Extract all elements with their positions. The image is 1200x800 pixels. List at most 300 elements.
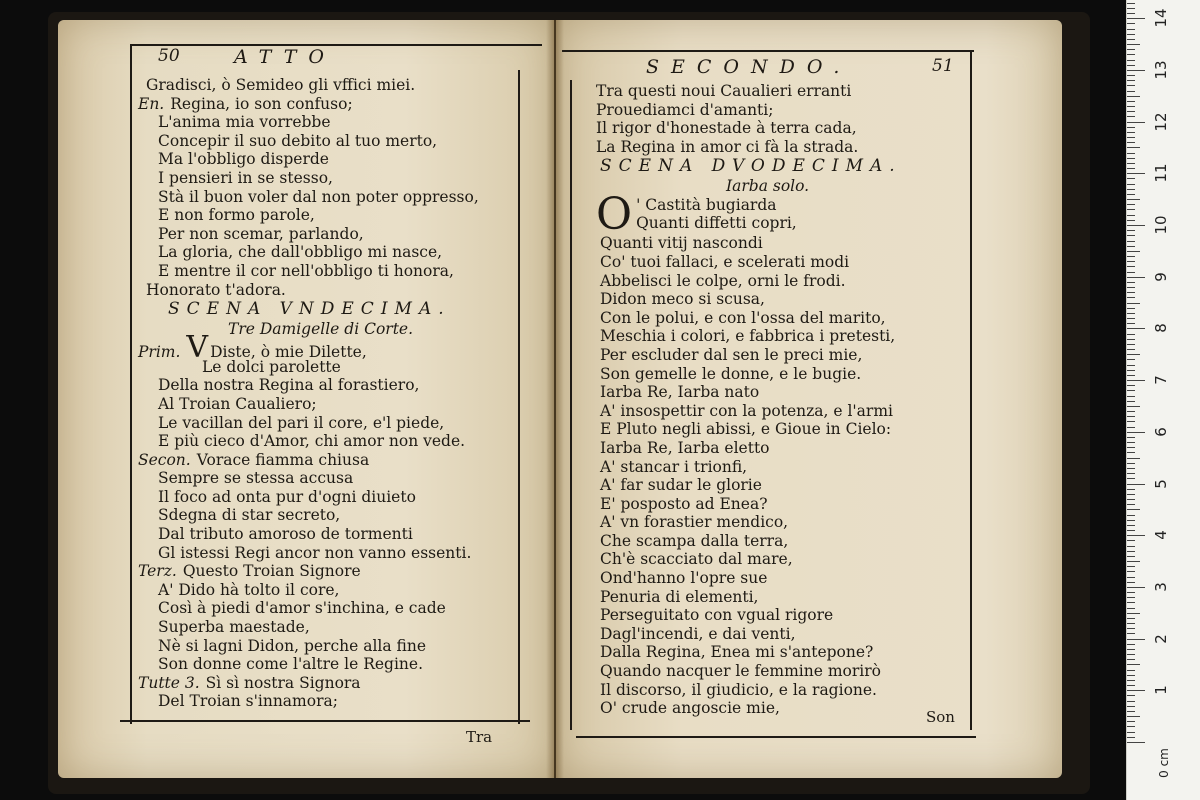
verse-text: Le vacillan del pari il core, e'l piede, <box>158 413 445 432</box>
verse-text: E Pluto negli abissi, e Gioue in Cielo: <box>600 420 892 439</box>
ruler-tick <box>1127 494 1135 495</box>
dropcap-block <box>596 189 966 241</box>
ruler-tick <box>1127 411 1135 412</box>
verse-text: Prouediamci d'amanti; <box>596 100 774 119</box>
ruler-tick <box>1127 303 1140 304</box>
scene-heading: SCENA DVODECIMA. <box>600 156 902 177</box>
ruler-tick <box>1127 359 1135 360</box>
ruler-tick <box>1127 561 1140 562</box>
ruler-number: 5 <box>1152 478 1170 489</box>
ruler-tick <box>1127 639 1145 640</box>
verse-line <box>596 476 966 495</box>
ruler-tick <box>1127 23 1135 24</box>
verse-line <box>596 138 966 157</box>
ruler-tick <box>1127 96 1140 97</box>
right-text <box>596 82 966 718</box>
ruler-tick <box>1127 34 1135 35</box>
verse-line <box>596 119 966 138</box>
verse-line <box>596 402 966 421</box>
verse-text: A' vn forastier mendico, <box>600 513 789 532</box>
ruler-tick <box>1127 540 1135 541</box>
ruler-tick <box>1127 468 1135 469</box>
verse-line <box>138 262 518 281</box>
ruler-tick <box>1127 685 1135 686</box>
verse-text: Regina, io son confuso; <box>170 94 353 113</box>
ruler-tick <box>1127 308 1135 309</box>
ruler-tick <box>1127 489 1135 490</box>
ruler-tick <box>1127 147 1140 148</box>
ruler-tick <box>1127 732 1135 733</box>
ruler-number: 1 <box>1152 685 1170 696</box>
ruler-tick <box>1127 695 1135 696</box>
verse-text: A' far sudar le glorie <box>600 476 762 495</box>
verse-line <box>138 506 518 525</box>
left-text <box>138 76 518 711</box>
ruler-tick <box>1127 127 1135 128</box>
ruler-tick <box>1127 287 1135 288</box>
ruler-tick <box>1127 215 1135 216</box>
verse-text: Al Troian Caualiero; <box>158 394 317 413</box>
verse-text: Stà il buon voler dal non poter oppresso, <box>158 187 479 206</box>
ruler-number: 14 <box>1152 8 1170 28</box>
ruler-tick <box>1127 649 1135 650</box>
drop-cap: O <box>596 189 633 241</box>
right-running-head: SECONDO. <box>646 56 852 78</box>
verse-line <box>596 309 966 328</box>
verse-text: Quanti vitij nascondi <box>600 234 763 253</box>
verse-line <box>138 169 518 188</box>
verse-text: E più cieco d'Amor, chi amor non vede. <box>158 432 466 451</box>
ruler-tick <box>1127 390 1135 391</box>
ruler-tick <box>1127 184 1135 185</box>
verse-text: Gradisci, ò Semideo gli vffici miei. <box>146 76 416 94</box>
ruler-tick <box>1127 716 1140 717</box>
ruler-tick <box>1127 116 1135 117</box>
ruler-tick <box>1127 282 1135 283</box>
ruler-tick <box>1127 106 1135 107</box>
verse-text: Diste, ò mie Dilette, <box>210 343 367 362</box>
ruler-number: 6 <box>1152 427 1170 437</box>
verse-line <box>596 588 966 607</box>
verse-text: Con le polui, e con l'ossa del marito, <box>600 308 886 327</box>
ruler-tick <box>1127 680 1135 681</box>
right-bottom-rule <box>576 736 976 738</box>
ruler-tick <box>1127 111 1135 112</box>
ruler-tick <box>1127 515 1135 516</box>
ruler-tick <box>1127 18 1145 19</box>
ruler-number: 11 <box>1152 163 1170 183</box>
ruler-tick <box>1127 587 1145 588</box>
ruler-tick <box>1127 701 1135 702</box>
verse-line <box>596 365 966 384</box>
verse-text: Le dolci parolette <box>202 357 341 376</box>
ruler-tick <box>1127 246 1135 247</box>
ruler-tick <box>1127 60 1135 61</box>
ruler-tick <box>1127 608 1135 609</box>
ruler-tick <box>1127 602 1135 603</box>
verse-text: Son donne come l'altre le Regine. <box>158 655 424 674</box>
verse-text: Del Troian s'innamora; <box>158 692 338 711</box>
ruler-tick <box>1127 328 1145 329</box>
verse-line <box>596 699 966 718</box>
ruler-tick <box>1127 235 1135 236</box>
drop-cap: V <box>186 330 209 366</box>
verse-line <box>138 243 518 262</box>
verse-line <box>138 562 518 581</box>
ruler-tick <box>1127 592 1135 593</box>
ruler-tick <box>1127 582 1135 583</box>
speaker-label: Prim. <box>138 343 181 362</box>
verse-text: E' posposto ad Enea? <box>600 494 768 513</box>
ruler-tick <box>1127 39 1135 40</box>
verse-text: Il foco ad onta pur d'ogni diuieto <box>158 487 416 506</box>
verse-line <box>596 290 966 309</box>
ruler-tick <box>1127 509 1140 510</box>
ruler-tick <box>1127 292 1135 293</box>
verse-line <box>138 692 518 711</box>
left-page-number: 50 <box>158 46 180 66</box>
ruler-tick <box>1127 613 1140 614</box>
ruler-tick <box>1127 168 1135 169</box>
verse-text: Tra questi noui Caualieri erranti <box>596 82 852 100</box>
ruler-tick <box>1127 406 1140 407</box>
verse-line <box>596 101 966 120</box>
scene-subtitle: Tre Damigelle di Corte. <box>228 320 414 339</box>
ruler-tick <box>1127 49 1135 50</box>
speaker-label: En. <box>138 94 165 113</box>
verse-line <box>138 581 518 600</box>
ruler-tick <box>1127 132 1135 133</box>
ruler-tick <box>1127 142 1135 143</box>
verse-line <box>138 376 518 395</box>
verse-line <box>596 681 966 700</box>
ruler-tick <box>1127 80 1135 81</box>
verse-text: Didon meco si scusa, <box>600 290 765 309</box>
verse-line: ' Castità bugiarda <box>636 196 777 215</box>
right-catchword: Son <box>926 708 955 726</box>
left-bottom-rule <box>120 720 530 722</box>
verse-line <box>138 281 518 300</box>
left-catchword: Tra <box>466 728 493 746</box>
ruler-unit: 0 cm <box>1156 748 1171 778</box>
ruler-tick <box>1127 421 1135 422</box>
ruler-tick <box>1127 452 1135 453</box>
verse-line <box>138 95 518 114</box>
ruler-tick <box>1127 318 1135 319</box>
verse-text: I pensieri in se stesso, <box>158 168 333 187</box>
verse-text: Dagl'incendi, e dai venti, <box>600 624 796 643</box>
verse-text: La gloria, che dall'obbligo mi nasce, <box>158 243 443 262</box>
ruler-tick <box>1127 266 1135 267</box>
ruler-tick <box>1127 442 1135 443</box>
ruler-tick <box>1127 75 1135 76</box>
ruler-tick <box>1127 189 1135 190</box>
ruler-tick <box>1127 251 1140 252</box>
ruler-tick <box>1127 178 1135 179</box>
ruler-tick <box>1127 272 1135 273</box>
verse-text: Iarba Re, Iarba nato <box>600 383 760 402</box>
speaker-label: Terz. <box>138 562 177 581</box>
ruler-tick <box>1127 385 1135 386</box>
scene-heading: SCENA VNDECIMA. <box>168 299 451 320</box>
verse-line <box>596 513 966 532</box>
ruler-tick <box>1127 416 1135 417</box>
ruler-tick <box>1127 654 1135 655</box>
ruler-tick <box>1127 323 1135 324</box>
verse-line <box>596 625 966 644</box>
left-running-head: ATTO <box>234 46 336 68</box>
verse-line <box>138 655 518 674</box>
verse-text: Dal tributo amoroso de tormenti <box>158 525 413 544</box>
right-frame-right <box>970 50 972 730</box>
verse-line <box>138 469 518 488</box>
ruler-number: 3 <box>1152 582 1170 592</box>
verse-text: Gl istessi Regi ancor non vanno essenti. <box>158 543 472 562</box>
ruler-tick <box>1127 690 1145 691</box>
verse-text: Il rigor d'honestade à terra cada, <box>596 119 857 138</box>
ruler-tick <box>1127 65 1135 66</box>
ruler-tick <box>1127 478 1135 479</box>
dropcap-line <box>138 330 518 366</box>
ruler-tick <box>1127 535 1145 536</box>
verse-line <box>596 272 966 291</box>
verse-text: Meschia i colori, e fabbrica i pretesti, <box>600 327 896 346</box>
verse-text: O' crude angoscie mie, <box>600 699 780 718</box>
verse-line <box>596 420 966 439</box>
verse-line <box>596 643 966 662</box>
verse-line <box>138 188 518 207</box>
verse-line <box>138 544 518 563</box>
ruler-tick <box>1127 721 1135 722</box>
verse-text: Della nostra Regina al forastiero, <box>158 376 420 395</box>
ruler-tick <box>1127 530 1135 531</box>
ruler-tick <box>1127 551 1135 552</box>
gutter <box>546 20 564 778</box>
ruler-tick <box>1127 458 1140 459</box>
ruler-tick <box>1127 711 1135 712</box>
verse-text: Così à piedi d'amor s'inchina, e cade <box>158 599 446 618</box>
verse-line: Quanti diffetti copri, <box>636 214 797 233</box>
verse-text: Sdegna di star secreto, <box>158 506 341 525</box>
ruler-tick <box>1127 597 1135 598</box>
verse-text: Ch'è scacciato dal mare, <box>600 550 793 569</box>
verse-line <box>138 414 518 433</box>
ruler-tick <box>1127 520 1135 521</box>
verse-text: Penuria di elementi, <box>600 587 759 606</box>
ruler-tick <box>1127 577 1135 578</box>
ruler-tick <box>1127 499 1135 500</box>
speaker-label: Tutte 3. <box>138 673 200 692</box>
verse-text: Ond'hanno l'opre sue <box>600 569 768 588</box>
ruler-tick <box>1127 256 1135 257</box>
ruler-number: 9 <box>1152 271 1170 282</box>
ruler-tick <box>1127 344 1135 345</box>
ruler-tick <box>1127 209 1135 210</box>
verse-line <box>596 662 966 681</box>
verse-text: Ma l'obbligo disperde <box>158 150 329 169</box>
ruler-tick <box>1127 220 1135 221</box>
ruler-tick <box>1127 571 1135 572</box>
ruler-tick <box>1127 158 1135 159</box>
ruler-tick <box>1127 137 1135 138</box>
verse-text: A' Dido hà tolto il core, <box>158 580 340 599</box>
ruler-tick <box>1127 633 1135 634</box>
ruler-tick <box>1127 463 1135 464</box>
ruler-tick <box>1127 659 1135 660</box>
verse-text: A' insospettir con la potenza, e l'armi <box>600 401 893 420</box>
ruler-tick <box>1127 380 1145 381</box>
ruler-tick <box>1127 644 1135 645</box>
ruler-tick <box>1127 194 1135 195</box>
ruler-tick <box>1127 432 1145 433</box>
ruler-tick <box>1127 566 1135 567</box>
verse-text: Per escluder dal sen le preci mie, <box>600 345 863 364</box>
ruler-tick <box>1127 173 1145 174</box>
verse-line <box>138 599 518 618</box>
ruler-tick <box>1127 277 1145 278</box>
verse-line <box>138 395 518 414</box>
ruler-tick <box>1127 427 1135 428</box>
verse-line <box>596 532 966 551</box>
verse-text: E mentre il cor nell'obbligo ti honora, <box>158 261 454 280</box>
right-top-rule <box>562 50 974 52</box>
ruler-tick <box>1127 85 1135 86</box>
verse-text: Sì sì nostra Signora <box>205 673 361 692</box>
measuring-ruler <box>1126 0 1200 800</box>
ruler-tick <box>1127 153 1135 154</box>
ruler-tick <box>1127 354 1140 355</box>
ruler-tick <box>1127 122 1145 123</box>
verse-line <box>138 488 518 507</box>
left-top-rule <box>130 44 542 46</box>
verse-text: Co' tuoi fallaci, e scelerati modi <box>600 252 850 271</box>
ruler-tick <box>1127 230 1135 231</box>
ruler-tick <box>1127 437 1135 438</box>
ruler-number: 8 <box>1152 323 1170 334</box>
verse-text: Son gemelle le donne, e le bugie. <box>600 364 862 383</box>
verse-line <box>596 253 966 272</box>
verse-line <box>138 76 518 95</box>
ruler-tick <box>1127 726 1135 727</box>
ruler-tick <box>1127 349 1135 350</box>
ruler-tick <box>1127 204 1135 205</box>
verse-text: Honorato t'adora. <box>146 280 286 299</box>
ruler-tick <box>1127 628 1135 629</box>
ruler-tick <box>1127 504 1135 505</box>
ruler-tick <box>1127 54 1135 55</box>
verse-line <box>596 383 966 402</box>
right-page <box>556 20 1062 778</box>
ruler-tick <box>1127 618 1135 619</box>
ruler-tick <box>1127 8 1135 9</box>
verse-text: Iarba Re, Iarba eletto <box>600 438 770 457</box>
ruler-number: 12 <box>1152 112 1170 132</box>
ruler-tick <box>1127 370 1135 371</box>
ruler-tick <box>1127 334 1135 335</box>
verse-line <box>138 225 518 244</box>
ruler-tick <box>1127 91 1135 92</box>
verse-line <box>596 569 966 588</box>
ruler-tick <box>1127 13 1135 14</box>
ruler-tick <box>1127 742 1145 743</box>
verse-line <box>596 346 966 365</box>
ruler-tick <box>1127 3 1135 4</box>
verse-line <box>596 550 966 569</box>
verse-text: Sempre se stessa accusa <box>158 469 354 488</box>
verse-line <box>138 432 518 451</box>
verse-line <box>596 439 966 458</box>
right-page-number: 51 <box>932 56 954 76</box>
verse-text: Che scampa dalla terra, <box>600 531 789 550</box>
scene-subtitle: Iarba solo. <box>726 177 810 196</box>
ruler-number: 2 <box>1152 633 1170 644</box>
ruler-tick <box>1127 163 1135 164</box>
ruler-tick <box>1127 396 1135 397</box>
ruler-tick <box>1127 29 1135 30</box>
verse-line <box>138 206 518 225</box>
ruler-number: 13 <box>1152 60 1170 80</box>
verse-line <box>138 132 518 151</box>
ruler-tick <box>1127 675 1135 676</box>
verse-text: A' stancar i trionfi, <box>600 457 748 476</box>
verse-text: Nè si lagni Didon, perche alla fine <box>158 636 427 655</box>
speaker-label: Secon. <box>138 450 191 469</box>
verse-text: Concepir il suo debito al tuo merto, <box>158 131 438 150</box>
ruler-tick <box>1127 241 1135 242</box>
ruler-tick <box>1127 473 1135 474</box>
ruler-tick <box>1127 101 1135 102</box>
ruler-tick <box>1127 670 1135 671</box>
verse-text: Per non scemar, parlando, <box>158 224 364 243</box>
left-frame-left <box>130 44 132 724</box>
verse-line <box>596 327 966 346</box>
verse-text: Perseguitato con vgual rigore <box>600 606 834 625</box>
ruler-tick <box>1127 375 1135 376</box>
verse-line <box>596 606 966 625</box>
ruler-number: 4 <box>1152 530 1170 540</box>
ruler-tick <box>1127 261 1135 262</box>
ruler-tick <box>1127 199 1140 200</box>
ruler-tick <box>1127 401 1135 402</box>
verse-text: E non formo parole, <box>158 206 315 225</box>
ruler-tick <box>1127 339 1135 340</box>
left-frame-right <box>518 70 520 724</box>
ruler-tick <box>1127 44 1140 45</box>
ruler-tick <box>1127 623 1135 624</box>
verse-line <box>596 458 966 477</box>
ruler-tick <box>1127 70 1145 71</box>
ruler-tick <box>1127 664 1140 665</box>
verse-line <box>138 451 518 470</box>
ruler-tick <box>1127 546 1135 547</box>
verse-line <box>596 495 966 514</box>
verse-line <box>596 82 966 101</box>
ruler-tick <box>1127 706 1135 707</box>
verse-text: L'anima mia vorrebbe <box>158 113 331 132</box>
ruler-tick <box>1127 365 1135 366</box>
verse-line <box>138 150 518 169</box>
verse-text: Quando nacquer le femmine morirò <box>600 662 881 681</box>
ruler-tick <box>1127 313 1135 314</box>
verse-text: Il discorso, il giudicio, e la ragione. <box>600 680 877 699</box>
ruler-tick <box>1127 525 1135 526</box>
ruler-number: 10 <box>1152 215 1170 235</box>
verse-line <box>596 234 966 253</box>
verse-line <box>138 618 518 637</box>
verse-line <box>138 674 518 693</box>
ruler-number: 7 <box>1152 375 1170 385</box>
ruler-tick <box>1127 447 1135 448</box>
